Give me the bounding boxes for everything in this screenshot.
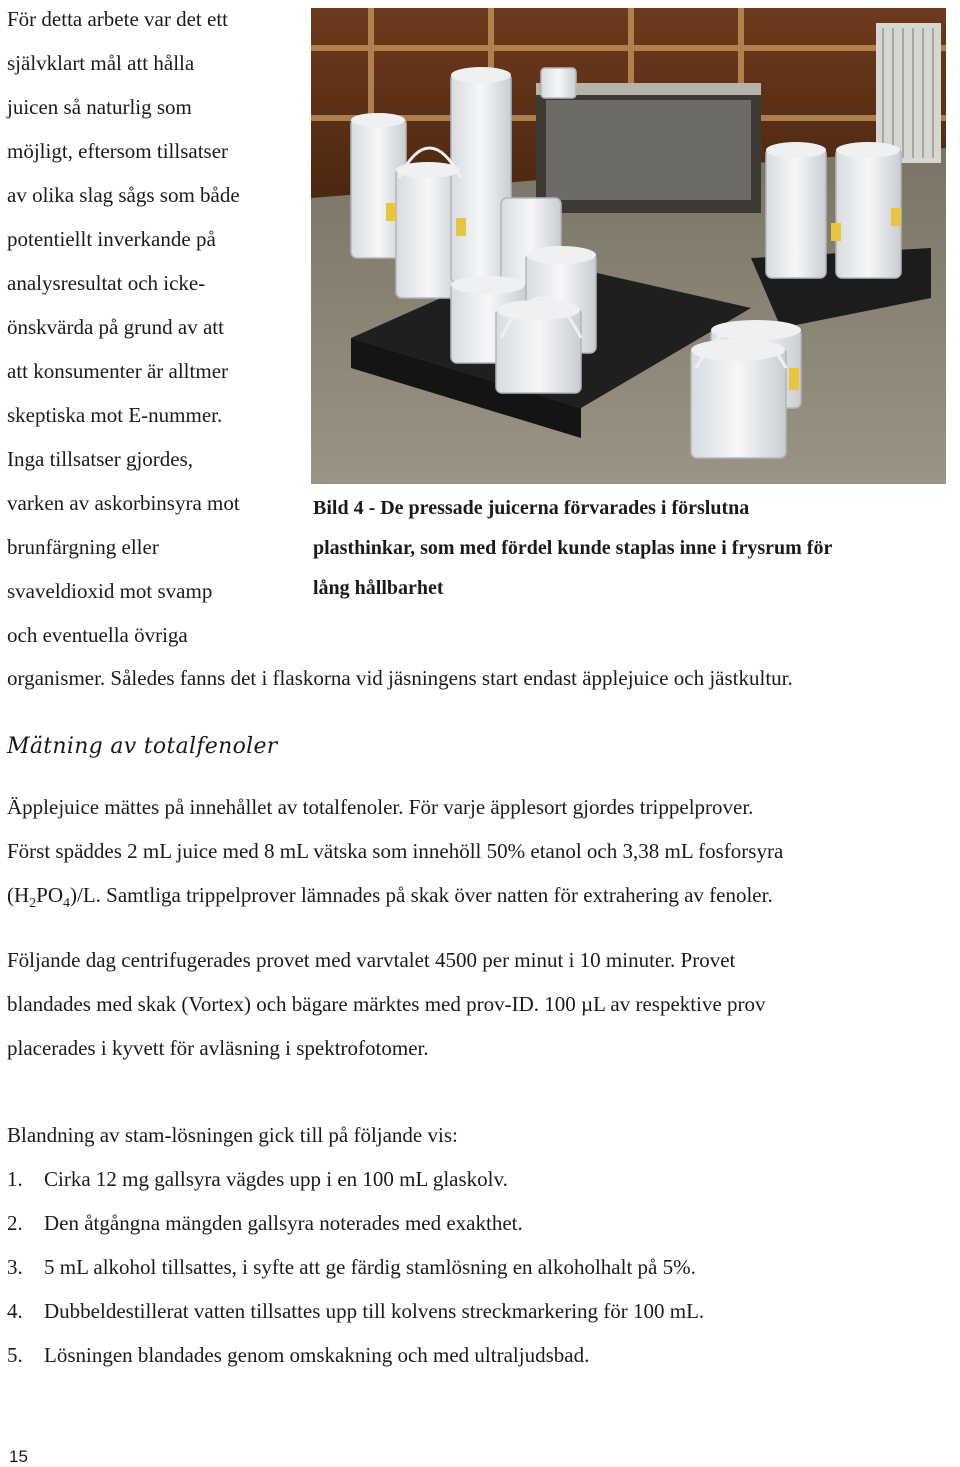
text-line: potentiellt inverkande på xyxy=(7,227,216,251)
list-item-text: 5 mL alkohol tillsattes, i syfte att ge färdig stamlösning en alkoholhalt på 5%. xyxy=(44,1255,696,1279)
text-line: blandades med skak (Vortex) och bägare märktes med prov-ID. 100 µL av respektive prov xyxy=(7,992,766,1016)
text-line: Inga tillsatser gjordes, xyxy=(7,447,194,471)
text-line: svaveldioxid mot svamp xyxy=(7,579,213,603)
list-item-number: 4. xyxy=(7,1299,23,1323)
text-line: önskvärda på grund av att xyxy=(7,315,224,339)
text-line: organismer. Således fanns det i flaskorna vid jäsningens start endast äpplejuice och jästkultur. xyxy=(7,666,793,690)
formula-mid: PO xyxy=(36,883,64,907)
caption-line: plasthinkar, som med fördel kunde staplas inne i frysrum för xyxy=(313,537,833,559)
text-line: att konsumenter är alltmer xyxy=(7,359,229,383)
list-item-number: 3. xyxy=(7,1255,23,1279)
text-line: För detta arbete var det ett xyxy=(7,7,228,31)
caption-line: lång hållbarhet xyxy=(313,577,444,599)
list-item-number: 2. xyxy=(7,1211,23,1235)
formula-suffix: )/L. Samtliga trippelprover lämnades på skak över natten för extrahering av fenoler. xyxy=(70,883,773,907)
buckets-photo-illustration xyxy=(311,8,946,484)
list-item-text: Dubbeldestillerat vatten tillsattes upp till kolvens streckmarkering för 100 mL. xyxy=(44,1299,705,1323)
text-line: och eventuella övriga xyxy=(7,623,188,647)
figure-photo xyxy=(311,8,946,484)
text-line-formula xyxy=(7,883,773,912)
list-item-text: Den åtgångna mängden gallsyra noterades med exakthet. xyxy=(44,1211,523,1235)
text-line: av olika slag sågs som både xyxy=(7,183,240,207)
text-line: varken av askorbinsyra mot xyxy=(7,491,240,515)
formula-prefix: (H xyxy=(7,883,30,907)
text-line: placerades i kyvett för avläsning i spektrofotomer. xyxy=(7,1036,429,1060)
list-intro: Blandning av stam-lösningen gick till på följande vis: xyxy=(7,1123,458,1147)
text-line: skeptiska mot E-nummer. xyxy=(7,403,223,427)
list-item-number: 1. xyxy=(7,1167,23,1191)
text-line: möjligt, eftersom tillsatser xyxy=(7,139,229,163)
formula-subscript: 4 xyxy=(63,896,71,912)
text-line: analysresultat och icke- xyxy=(7,271,206,295)
caption-line: Bild 4 - De pressade juicerna förvarades i förslutna xyxy=(313,497,750,519)
page-number: 15 xyxy=(9,1447,28,1466)
section-heading: Mätning av totalfenoler xyxy=(7,734,278,759)
text-line: brunfärgning eller xyxy=(7,535,159,559)
text-line: Först späddes 2 mL juice med 8 mL vätska som innehöll 50% etanol och 3,38 mL fosforsyra xyxy=(7,839,784,863)
list-item-number: 5. xyxy=(7,1343,23,1367)
list-item-text: Cirka 12 mg gallsyra vägdes upp i en 100 mL glaskolv. xyxy=(44,1167,508,1191)
text-line: Följande dag centrifugerades provet med varvtalet 4500 per minut i 10 minuter. Provet xyxy=(7,948,736,972)
text-line: självklart mål att hålla xyxy=(7,51,195,75)
list-item-text: Lösningen blandades genom omskakning och med ultraljudsbad. xyxy=(44,1343,590,1367)
text-line: juicen så naturlig som xyxy=(7,95,192,119)
formula-subscript: 2 xyxy=(29,896,37,912)
text-line: Äpplejuice mättes på innehållet av totalfenoler. För varje äpplesort gjordes trippelprover. xyxy=(7,795,754,819)
